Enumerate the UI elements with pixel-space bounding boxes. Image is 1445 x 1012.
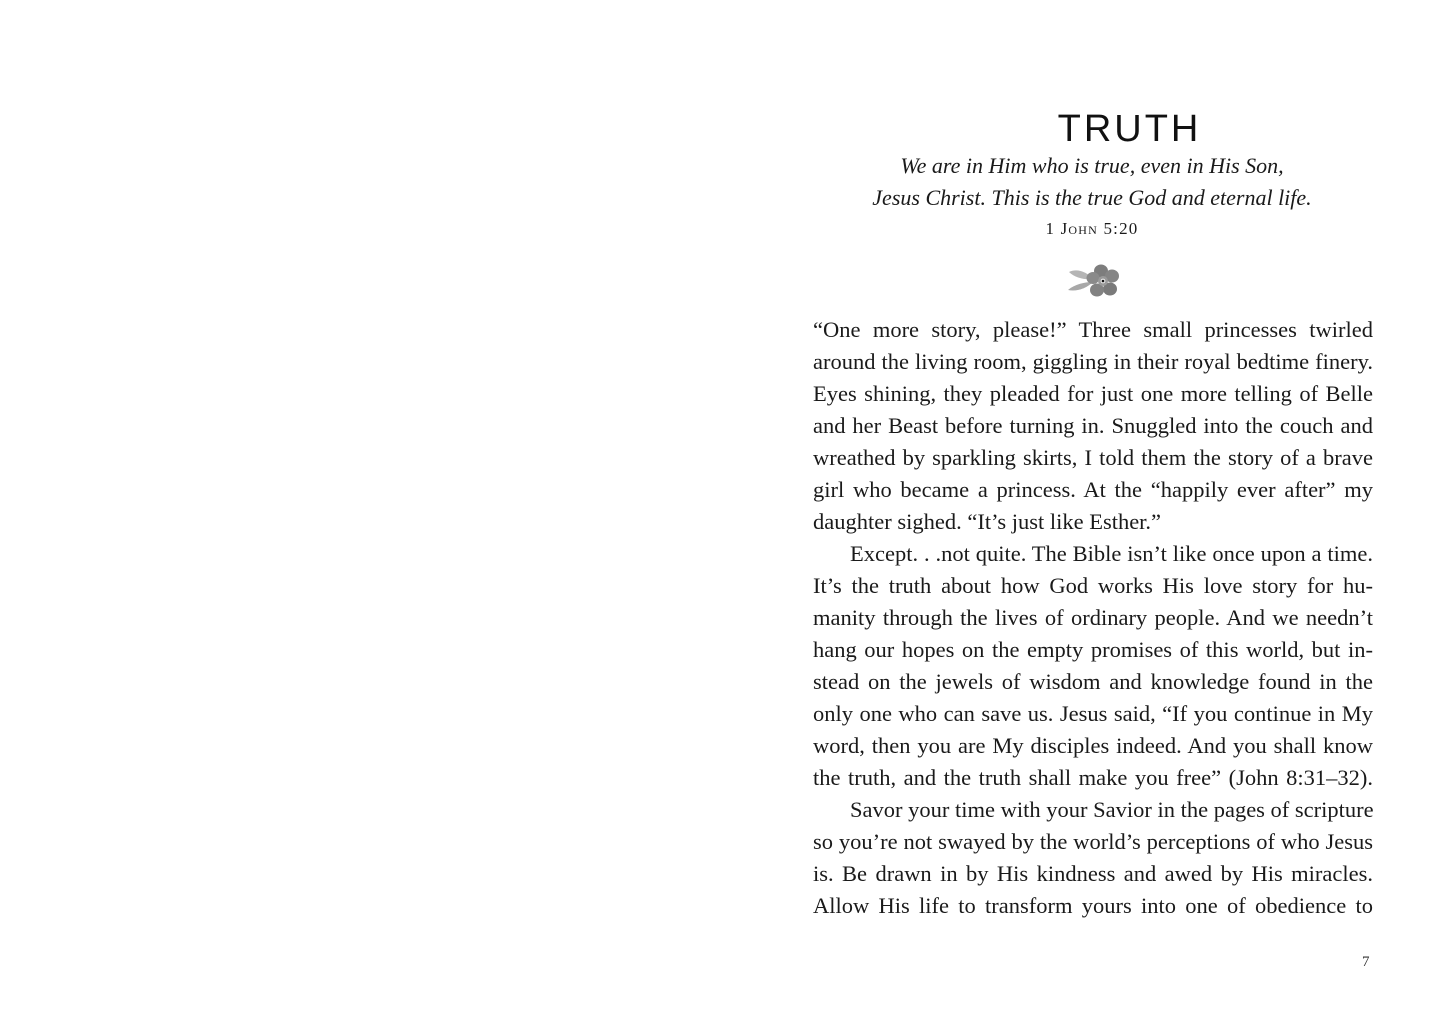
text-line: stead on the jewels of wisdom and knowledge found in the [813, 669, 1373, 694]
text-line: word, then you are My disciples indeed. And you shall know [813, 733, 1373, 758]
text-line: manity through the lives of ordinary people. And we needn’t [813, 605, 1373, 630]
epigraph-line: We are in Him who is true, even in His Son, [900, 153, 1284, 178]
text-line: so you’re not swayed by the world’s perceptions of who Jesus [813, 829, 1373, 854]
text-line: is. Be drawn in by His kindness and awed by His miracles. [813, 861, 1373, 886]
text-line: It’s the truth about how God works His love story for hu- [813, 573, 1373, 598]
body-text [813, 314, 1373, 922]
paragraph [813, 794, 1373, 922]
text-line: Eyes shining, they pleaded for just one more telling of Belle [813, 381, 1373, 406]
text-line: Savor your time with your Savior in the pages of scripture [850, 797, 1374, 822]
text-line: only one who can save us. Jesus said, “If you continue in My [813, 701, 1373, 726]
text-line: hang our hopes on the empty promises of this world, but in- [813, 637, 1373, 662]
text-line: daughter sighed. “It’s just like Esther.” [813, 509, 1162, 534]
text-line: Except. . .not quite. The Bible isn’t like once upon a time. [850, 541, 1373, 566]
chapter-title: TRUTH [1057, 108, 1202, 151]
text-line: and her Beast before turning in. Snuggled into the couch and [813, 413, 1373, 438]
right-page [722, 0, 1445, 1012]
text-line: girl who became a princess. At the “happily ever after” my [813, 477, 1373, 502]
flower-ornament-icon [1065, 262, 1121, 300]
text-line: wreathed by sparkling skirts, I told them the story of a brave [813, 445, 1373, 470]
epigraph-reference: 1 John 5:20 [1045, 219, 1139, 238]
left-page-blank [0, 0, 722, 1012]
paragraph [813, 538, 1373, 794]
text-line: Allow His life to transform yours into one of obedience to [813, 893, 1373, 918]
paragraph [813, 314, 1373, 538]
text-line: around the living room, giggling in their royal bedtime finery. [813, 349, 1373, 374]
page-number: 7 [1362, 954, 1370, 970]
text-line: “One more story, please!” Three small princesses twirled [813, 317, 1373, 342]
epigraph-line: Jesus Christ. This is the true God and eternal life. [872, 185, 1312, 210]
text-line: the truth, and the truth shall make you free” (John 8:31–32). [813, 765, 1373, 790]
epigraph [812, 150, 1372, 244]
